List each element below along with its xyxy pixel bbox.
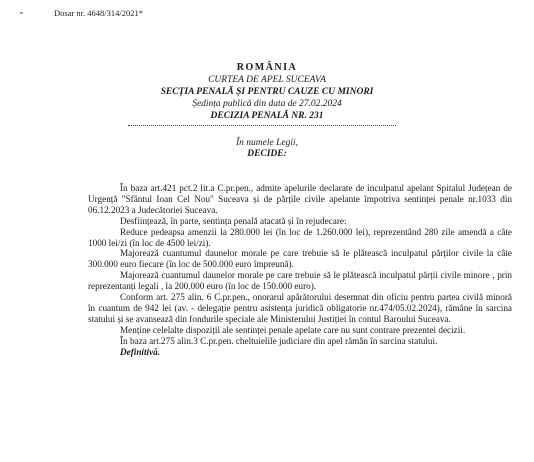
paragraph: Menține celelalte dispoziții ale sentinței penale apelate care nu sunt contrare prezentei decizii. [120,324,466,335]
case-number: Dosar nr. 4648/314/2021* [54,8,144,18]
paragraph: În baza art.275 alin.3 C.pr.pen. cheltuielile judiciare din apel rămân în sarcina statului. [120,335,438,346]
paragraph: În baza art.421 pct.2 lit.a C.pr.pen., admite apelurile declarate de inculpatul apelant Spitalul Județean de Urgență "Sfântul Ioan Cel Nou" Suceava și de părțile civile apelante împotriva sentinței penale nr.1033 din 06.12.2023 a Judecătoriei Suceava. [88,183,512,215]
decision-number: DECIZIA PENALĂ NR. 231 [210,111,324,121]
paragraph: Majorează cuantumul daunelor morale pe care trebuie să le plătească inculpatul părții civile minore , prin reprezentanți legali , la 200.000 euro (în loc de 150.000 euro). [88,270,512,292]
decides-heading: DECIDE: [247,149,287,159]
paragraph: Desființează, în parte, sentința penală atacată și în rejudecare: [120,215,347,226]
separator-line [128,125,396,126]
scan-speck [20,12,23,14]
law-formula: În numele Legii, [235,138,298,148]
paragraph: Majorează cuantumul daunelor morale pe care trebuie să le plătească inculpatul părților civile la câte 300.000 euro fiecare (în loc de 500.000 euro împreună). [88,248,512,270]
paragraph: Reduce pedeapsa amenzii la 280.000 lei (în loc de 1.260.000 lei), reprezentând 280 zile amendă a câte 1000 lei/zi (în loc de 4500 lei/zi). [88,226,512,248]
final-mention: Definitivă. [120,346,161,357]
court-section: SECȚIA PENALĂ ȘI PENTRU CAUZE CU MINORI [160,87,374,97]
court-name: CURTEA DE APEL SUCEAVA [208,75,326,85]
decision-body [88,183,512,358]
session-date: Ședința publică din data de 27.02.2024 [192,99,342,109]
country-heading: ROMÂNIA [236,62,298,73]
paragraph: Conform art. 275 alin. 6 C.pr.pen., onorarul apărătorului desemnat din oficiu pentru partea civilă minoră în cuantum de 942 lei (av. - delegație pentru asistența juridică obligatorie nr.474/05.02.2024), rămâne în sarcina statului și se avansează din fondurile speciale ale Ministerului Justiției în contul Baroului Suceava. [88,292,512,324]
